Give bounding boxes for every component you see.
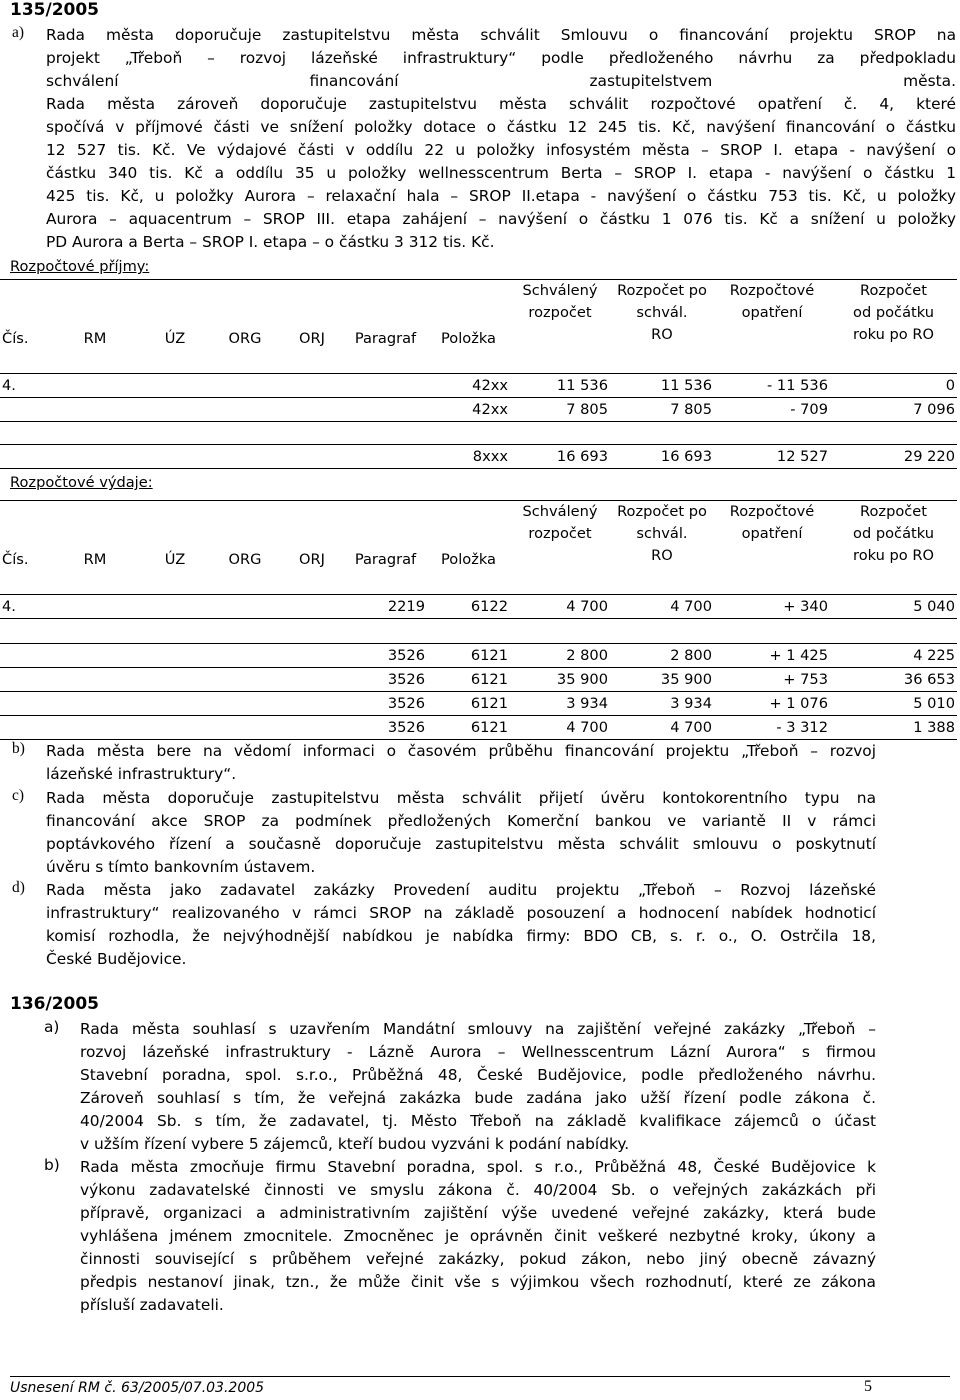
page-number: 5	[864, 1378, 872, 1395]
cell-paragraf: 2219	[344, 595, 427, 619]
table-row	[0, 595, 957, 619]
col-schvaleny: Schválený rozpočet	[510, 501, 610, 595]
text-line: poptávkového řízení a současně doporučuje zastupitelstvu města schválit smlouvu o poskytnutí	[46, 835, 876, 853]
income-table	[0, 279, 957, 469]
cell-rm	[50, 445, 140, 469]
cell-paragraf	[344, 398, 427, 422]
col-opatreni: Rozpočtové opatření	[714, 280, 830, 374]
cell-paragraf: 3526	[344, 716, 427, 740]
cell-po-schval: 2 800	[610, 644, 714, 668]
resolution-135-d-text	[46, 879, 876, 971]
text-line: Zároveň souhlasí s tím, že veřejná zakázka bude zadána jako užší řízení podle zákona č.	[80, 1089, 876, 1107]
table-row	[0, 692, 957, 716]
resolution-136-a-text	[80, 1018, 876, 1156]
cell-paragraf	[344, 445, 427, 469]
cell-opatreni: - 709	[714, 398, 830, 422]
cell-orj	[280, 644, 344, 668]
cell-schvaleny: 16 693	[510, 445, 610, 469]
income-table-title: Rozpočtové příjmy:	[10, 258, 150, 275]
col-paragraf: Paragraf	[344, 501, 427, 595]
cell-cis	[0, 398, 50, 422]
text-line: vyhlášena jménem zmocnitele. Zmocněnec je oprávněn činit veškeré nezbytné kroky, úkony a	[80, 1227, 876, 1245]
cell-uz	[140, 445, 210, 469]
cell-paragraf	[344, 374, 427, 398]
cell-org	[210, 716, 280, 740]
expense-table-title: Rozpočtové výdaje:	[10, 474, 153, 491]
col-org: ORG	[210, 280, 280, 374]
text-line: Rada města zároveň doporučuje zastupitelstvu města schválit rozpočtové opatření č. 4, které	[46, 95, 956, 113]
item-label-d: d)	[12, 879, 25, 896]
cell-schvaleny: 2 800	[510, 644, 610, 668]
cell-po-schval: 3 934	[610, 692, 714, 716]
col-orj: ORJ	[280, 280, 344, 374]
cell-uz	[140, 644, 210, 668]
cell-polozka: 6121	[427, 644, 510, 668]
cell-rm	[50, 595, 140, 619]
footer-text: Usnesení RM č. 63/2005/07.03.2005	[10, 1380, 265, 1396]
col-uz: ÚZ	[140, 501, 210, 595]
text-line: 40/2004 Sb. s tím, že zadavatel, tj. Město Třeboň na základě kvalifikace zájemců o účast	[80, 1112, 876, 1130]
cell-org	[210, 644, 280, 668]
cell-uz	[140, 692, 210, 716]
text-line: 425 tis. Kč, u položky Aurora – relaxační hala – SROP II.etapa - navýšení o částku 753 tis. Kč, u položky	[46, 187, 956, 205]
cell-polozka: 6121	[427, 692, 510, 716]
text-line: infrastruktury“ realizovaného v rámci SROP na základě posouzení a hodnocení nabídek hodnoticí	[46, 904, 876, 922]
cell-cis	[0, 445, 50, 469]
table-spacer-row	[0, 619, 957, 644]
col-uz: ÚZ	[140, 280, 210, 374]
cell-od-pocatku: 7 096	[830, 398, 957, 422]
cell-org	[210, 374, 280, 398]
cell-schvaleny: 4 700	[510, 595, 610, 619]
resolution-135-a-text	[46, 24, 956, 254]
cell-od-pocatku: 1 388	[830, 716, 957, 740]
text-line: v užším řízení vybere 5 zájemců, kteří budou vyzváni k podání nabídky.	[80, 1135, 630, 1153]
table-row	[0, 374, 957, 398]
cell-orj	[280, 398, 344, 422]
cell-od-pocatku: 0	[830, 374, 957, 398]
cell-cis	[0, 668, 50, 692]
cell-orj	[280, 374, 344, 398]
text-line: PD Aurora a Berta – SROP I. etapa – o částku 3 312 tis. Kč.	[46, 233, 495, 251]
cell-schvaleny: 3 934	[510, 692, 610, 716]
cell-orj	[280, 692, 344, 716]
text-line: financování akce SROP za podmínek předložených Komerční bankou ve variantě II v rámci	[46, 812, 876, 830]
cell-schvaleny: 11 536	[510, 374, 610, 398]
cell-opatreni: + 753	[714, 668, 830, 692]
col-cis: Čís.	[0, 280, 50, 374]
cell-polozka: 6121	[427, 716, 510, 740]
cell-uz	[140, 398, 210, 422]
resolution-number-136: 136/2005	[10, 994, 100, 1014]
cell-orj	[280, 668, 344, 692]
cell-od-pocatku: 36 653	[830, 668, 957, 692]
text-line: Rada města souhlasí s uzavřením Mandátní smlouvy na zajištění veřejné zakázky „Třeboň –	[80, 1020, 876, 1038]
text-line: výkonu zadavatelské činnosti ve smyslu zákona č. 40/2004 Sb. o veřejných zakázkách při	[80, 1181, 876, 1199]
cell-po-schval: 7 805	[610, 398, 714, 422]
cell-orj	[280, 595, 344, 619]
cell-po-schval: 11 536	[610, 374, 714, 398]
cell-rm	[50, 398, 140, 422]
col-schvaleny: Schválený rozpočet	[510, 280, 610, 374]
table-row	[0, 445, 957, 469]
text-line: Rada města jako zadavatel zakázky Provedení auditu projektu „Třeboň – Rozvoj lázeňské	[46, 881, 876, 899]
cell-opatreni: - 11 536	[714, 374, 830, 398]
cell-cis: 4.	[0, 595, 50, 619]
resolution-number-135: 135/2005	[10, 0, 100, 20]
cell-polozka: 6121	[427, 668, 510, 692]
table-row	[0, 716, 957, 740]
item-label-c: c)	[12, 787, 24, 804]
cell-orj	[280, 716, 344, 740]
col-rm: RM	[50, 501, 140, 595]
cell-org	[210, 668, 280, 692]
text-line: předpis nestanoví jinak, tzn., že může činit vše s výjimkou všech rozhodnutí, které ze zákona	[80, 1273, 876, 1291]
cell-org	[210, 398, 280, 422]
table-header-row	[0, 280, 957, 374]
text-line: činnosti související s průběhem veřejné zakázky, pokud zákon, nebo jiný obecně závazný	[80, 1250, 876, 1268]
cell-opatreni: + 1 076	[714, 692, 830, 716]
col-cis: Čís.	[0, 501, 50, 595]
cell-uz	[140, 374, 210, 398]
cell-opatreni: + 1 425	[714, 644, 830, 668]
cell-paragraf: 3526	[344, 668, 427, 692]
col-od-pocatku: Rozpočet od počátku roku po RO	[830, 501, 957, 595]
footer-rule	[10, 1376, 950, 1377]
text-line: částku 340 tis. Kč a oddílu 35 u položky wellnesscentrum Berta – SROP I. etapa - navýšení o částku 1	[46, 164, 956, 182]
text-line: rozvoj lázeňské infrastruktury - Lázně Aurora – Wellnesscentrum Lázní Aurora“ s firmou	[80, 1043, 876, 1061]
text-line: Rada města doporučuje zastupitelstvu města schválit přijetí úvěru kontokorentního typu na	[46, 789, 876, 807]
cell-rm	[50, 692, 140, 716]
cell-rm	[50, 716, 140, 740]
text-line: úvěru s tímto bankovním ústavem.	[46, 858, 316, 876]
col-po-schval: Rozpočet po schvál. RO	[610, 501, 714, 595]
cell-paragraf: 3526	[344, 692, 427, 716]
col-polozka: Položka	[427, 280, 510, 374]
cell-org	[210, 692, 280, 716]
text-line: přísluší zadavateli.	[80, 1296, 224, 1314]
text-line: přípravě, organizaci a administrativním zajištění výše uvedené veřejné zakázky, která bude	[80, 1204, 876, 1222]
text-line: schválení financování zastupitelstvem města.	[46, 72, 956, 90]
cell-rm	[50, 668, 140, 692]
cell-opatreni: - 3 312	[714, 716, 830, 740]
col-od-pocatku: Rozpočet od počátku roku po RO	[830, 280, 957, 374]
col-rm: RM	[50, 280, 140, 374]
cell-po-schval: 4 700	[610, 595, 714, 619]
cell-od-pocatku: 5 010	[830, 692, 957, 716]
item-label-b: b)	[12, 740, 25, 757]
item-label-a: a)	[12, 24, 24, 41]
col-org: ORG	[210, 501, 280, 595]
cell-od-pocatku: 4 225	[830, 644, 957, 668]
text-line: Rada města doporučuje zastupitelstvu města schválit Smlouvu o financování projektu SROP na	[46, 26, 956, 44]
cell-polozka: 6122	[427, 595, 510, 619]
text-line: České Budějovice.	[46, 950, 187, 968]
cell-rm	[50, 374, 140, 398]
item-label-a: a)	[44, 1018, 60, 1036]
col-polozka: Položka	[427, 501, 510, 595]
cell-polozka: 42xx	[427, 374, 510, 398]
cell-po-schval: 35 900	[610, 668, 714, 692]
cell-uz	[140, 595, 210, 619]
resolution-135-b-text	[46, 740, 876, 786]
col-opatreni: Rozpočtové opatření	[714, 501, 830, 595]
cell-cis	[0, 692, 50, 716]
cell-orj	[280, 445, 344, 469]
text-line: projekt „Třeboň – rozvoj lázeňské infrastruktury“ podle předloženého návrhu za předpokladu	[46, 49, 956, 67]
cell-org	[210, 595, 280, 619]
table-header-row	[0, 501, 957, 595]
text-line: Rada města zmocňuje firmu Stavební poradna, spol. s r.o., Průběžná 48, České Budějovice k	[80, 1158, 876, 1176]
text-line: spočívá v příjmové části ve snížení položky dotace o částku 12 245 tis. Kč, navýšení financování o částku	[46, 118, 956, 136]
table-spacer-row	[0, 422, 957, 445]
resolution-135-c-text	[46, 787, 876, 879]
text-line: Stavební poradna, spol. s.r.o., Průběžná 48, České Budějovice, podle předloženého návrhu.	[80, 1066, 876, 1084]
text-line: 12 527 tis. Kč. Ve výdajové části v oddílu 22 u položky infosystém města – SROP I. etapa - navýšení o	[46, 141, 956, 159]
item-label-b: b)	[44, 1156, 60, 1174]
text-line: komisí rozhodla, že nejvýhodnější nabídkou je nabídka firmy: BDO CB, s. r. o., O. Ostrčila 18,	[46, 927, 876, 945]
resolution-136-b-text	[80, 1156, 876, 1317]
cell-paragraf: 3526	[344, 644, 427, 668]
cell-uz	[140, 668, 210, 692]
cell-polozka: 42xx	[427, 398, 510, 422]
cell-polozka: 8xxx	[427, 445, 510, 469]
cell-opatreni: 12 527	[714, 445, 830, 469]
col-po-schval: Rozpočet po schvál. RO	[610, 280, 714, 374]
cell-po-schval: 16 693	[610, 445, 714, 469]
cell-opatreni: + 340	[714, 595, 830, 619]
cell-schvaleny: 4 700	[510, 716, 610, 740]
table-row	[0, 668, 957, 692]
col-orj: ORJ	[280, 501, 344, 595]
cell-uz	[140, 716, 210, 740]
expense-table	[0, 500, 957, 740]
cell-cis	[0, 716, 50, 740]
text-line: lázeňské infrastruktury“.	[46, 765, 237, 783]
cell-cis	[0, 644, 50, 668]
cell-od-pocatku: 29 220	[830, 445, 957, 469]
cell-od-pocatku: 5 040	[830, 595, 957, 619]
cell-rm	[50, 644, 140, 668]
text-line: Aurora – aquacentrum – SROP III. etapa zahájení – navýšení o částku 1 076 tis. Kč a snížení u položky	[46, 210, 956, 228]
cell-schvaleny: 35 900	[510, 668, 610, 692]
cell-org	[210, 445, 280, 469]
text-line: Rada města bere na vědomí informaci o časovém průběhu financování projektu „Třeboň – rozvoj	[46, 742, 876, 760]
cell-schvaleny: 7 805	[510, 398, 610, 422]
cell-cis: 4.	[0, 374, 50, 398]
cell-po-schval: 4 700	[610, 716, 714, 740]
col-paragraf: Paragraf	[344, 280, 427, 374]
table-row	[0, 398, 957, 422]
table-row	[0, 644, 957, 668]
